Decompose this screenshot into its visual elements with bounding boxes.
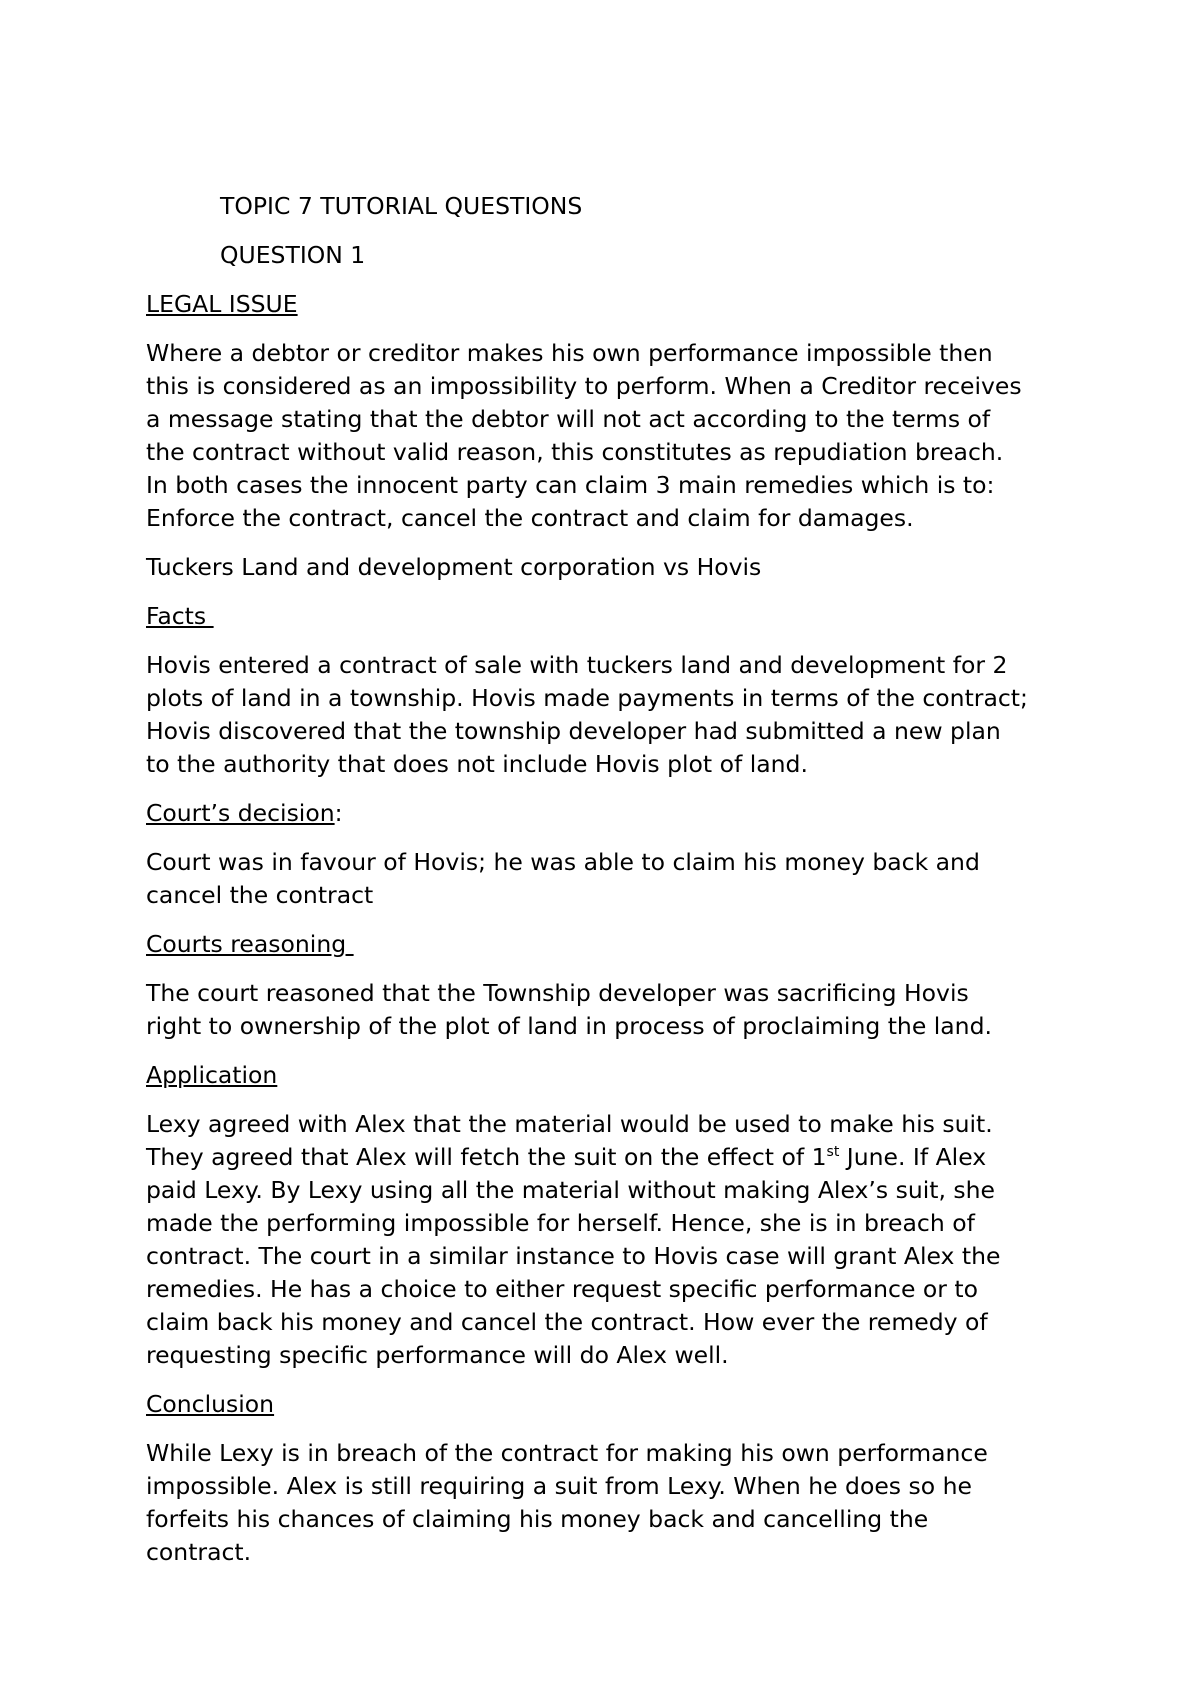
text-fragment: They agreed that Alex will fetch the suit on the effect of 1 [146,1143,827,1171]
text-line: forfeits his chances of claiming his money back and cancelling the [146,1505,929,1533]
facts-paragraph [146,649,1086,781]
text-line: Hovis discovered that the township developer had submitted a new plan [146,717,1001,745]
text-line: Hovis entered a contract of sale with tuckers land and development for 2 [146,651,1008,679]
text-line [146,1141,1086,1174]
text-line: contract. [146,1538,252,1566]
text-line: a message stating that the debtor will not act according to the terms of [146,405,991,433]
text-line: remedies. He has a choice to either request specific performance or to [146,1275,978,1303]
conclusion-heading: Conclusion [146,1390,275,1418]
decision-paragraph [146,846,1086,912]
text-line: Lexy agreed with Alex that the material would be used to make his suit. [146,1110,993,1138]
text-line: In both cases the innocent party can claim 3 main remedies which is to: [146,471,995,499]
text-line: the contract without valid reason, this constitutes as repudiation breach. [146,438,1004,466]
question-label: QUESTION 1 [220,241,366,269]
text-line: claim back his money and cancel the contract. How ever the remedy of [146,1308,988,1336]
decision-heading: Court’s decision [146,799,335,827]
decision-heading-line [146,797,1086,830]
document-title: TOPIC 7 TUTORIAL QUESTIONS [220,192,583,220]
application-heading: Application [146,1061,278,1089]
reasoning-heading: Courts reasoning [146,930,354,958]
text-line: right to ownership of the plot of land in process of proclaiming the land. [146,1012,992,1040]
case-name: Tuckers Land and development corporation vs Hovis [146,553,762,581]
legal-issue-paragraph [146,337,1086,535]
text-line: this is considered as an impossibility to perform. When a Creditor receives [146,372,1022,400]
decision-heading-colon: : [334,799,343,827]
text-line: cancel the contract [146,881,374,909]
ordinal-superscript: st [826,1144,840,1161]
text-fragment: June. If Alex [839,1143,987,1171]
text-line: to the authority that does not include Hovis plot of land. [146,750,808,778]
text-line: requesting specific performance will do Alex well. [146,1341,729,1369]
text-line: plots of land in a township. Hovis made payments in terms of the contract; [146,684,1028,712]
text-line: contract. The court in a similar instance to Hovis case will grant Alex the [146,1242,1001,1270]
text-line: made the performing impossible for herself. Hence, she is in breach of [146,1209,975,1237]
text-line: Where a debtor or creditor makes his own performance impossible then [146,339,993,367]
text-line: Court was in favour of Hovis; he was able to claim his money back and [146,848,980,876]
application-paragraph [146,1108,1086,1372]
text-line: paid Lexy. By Lexy using all the material without making Alex’s suit, she [146,1176,996,1204]
reasoning-paragraph [146,977,1086,1043]
text-line: Enforce the contract, cancel the contract and claim for damages. [146,504,914,532]
text-line: The court reasoned that the Township developer was sacrificing Hovis [146,979,969,1007]
legal-issue-heading: LEGAL ISSUE [146,290,298,318]
facts-heading: Facts [146,602,214,630]
text-line: impossible. Alex is still requiring a suit from Lexy. When he does so he [146,1472,972,1500]
conclusion-paragraph [146,1437,1086,1569]
text-line: While Lexy is in breach of the contract for making his own performance [146,1439,988,1467]
document-page [146,190,1086,1585]
